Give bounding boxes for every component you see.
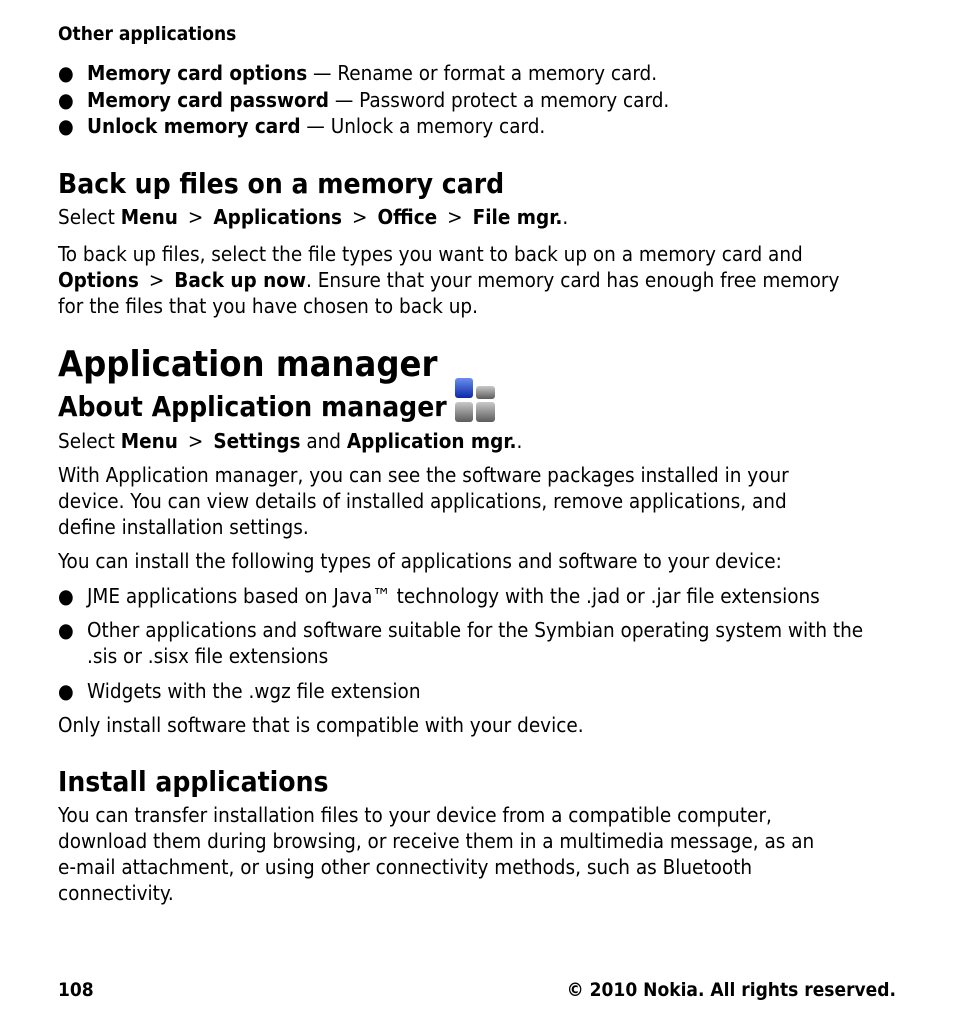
path-menu: Menu <box>120 429 178 453</box>
path-menu: Menu <box>120 205 178 229</box>
backup-para-text: . Ensure that your memory card has enough free memory <box>305 268 840 292</box>
list-item <box>58 617 898 669</box>
section-heading-backup: Back up files on a memory card <box>58 167 505 200</box>
compatibility-note: Only install software that is compatible with your device. <box>58 713 584 737</box>
list-item-text: Other applications and software suitable for the Symbian operating system with the .sis or .sisx file extensions <box>87 618 864 668</box>
and-word: and <box>306 429 342 453</box>
paragraph-line: With Application manager, you can see the software packages installed in your <box>58 463 789 487</box>
bullet-icon: ● <box>58 618 74 642</box>
section-heading-install: Install applications <box>58 765 329 798</box>
path-applications: Applications <box>213 205 342 229</box>
backup-para-line <box>58 267 898 293</box>
list-item-desc: — Rename or format a memory card. <box>307 61 658 85</box>
select-word: Select <box>58 429 115 453</box>
chapter-title: Application manager <box>58 344 438 385</box>
path-sep: > <box>187 429 204 453</box>
list-item <box>58 60 898 86</box>
bullet-icon: ● <box>58 88 74 112</box>
bullet-icon: ● <box>58 584 74 608</box>
backup-para-line: for the files that you have chosen to back up. <box>58 294 478 318</box>
path-office: Office <box>377 205 438 229</box>
back-up-now-label: Back up now <box>174 268 306 292</box>
running-head: Other applications <box>58 23 237 45</box>
list-item-desc: — Password protect a memory card. <box>329 88 670 112</box>
list-item-text: Widgets with the .wgz file extension <box>87 679 421 703</box>
list-item-text: JME applications based on Java™ technology with the .jad or .jar file extensions <box>87 584 820 608</box>
paragraph-line: You can transfer installation files to your device from a compatible computer, <box>58 803 772 827</box>
paragraph-line: device. You can view details of installed applications, remove applications, and <box>58 489 787 513</box>
path-sep: > <box>148 268 165 292</box>
backup-para-line: To back up files, select the file types you want to back up on a memory card and <box>58 242 803 266</box>
options-label: Options <box>58 268 139 292</box>
list-item <box>58 583 898 609</box>
path-file-mgr: File mgr. <box>472 205 563 229</box>
list-item <box>58 87 898 113</box>
bullet-icon: ● <box>58 61 74 85</box>
application-manager-icon <box>454 378 496 424</box>
backup-menu-path: Select Menu > Applications > Office > File mgr.. <box>58 205 569 229</box>
paragraph-line: e-mail attachment, or using other connectivity methods, such as Bluetooth <box>58 855 753 879</box>
bullet-icon: ● <box>58 114 74 138</box>
copyright: © 2010 Nokia. All rights reserved. <box>566 979 896 1001</box>
list-item-term: Unlock memory card <box>87 114 301 138</box>
app-manager-paragraph <box>58 462 898 540</box>
paragraph-line: connectivity. <box>58 881 174 905</box>
list-item <box>58 113 898 139</box>
path-sep: > <box>351 205 368 229</box>
bullet-icon: ● <box>58 679 74 703</box>
path-sep: > <box>187 205 204 229</box>
path-settings: Settings <box>213 429 301 453</box>
paragraph-line: download them during browsing, or receive them in a multimedia message, as an <box>58 829 815 853</box>
install-paragraph <box>58 802 898 906</box>
path-sep: > <box>447 205 463 229</box>
section-heading-about: About Application manager <box>58 390 447 423</box>
list-item-term: Memory card options <box>87 61 308 85</box>
install-types-intro: You can install the following types of applications and software to your device: <box>58 549 782 573</box>
select-word: Select <box>58 205 115 229</box>
list-item-term: Memory card password <box>87 88 330 112</box>
path-app-mgr: Application mgr. <box>346 429 517 453</box>
list-item <box>58 678 898 704</box>
app-manager-menu-path: Select Menu > Settings and Application mgr.. <box>58 429 523 453</box>
page-number: 108 <box>58 979 94 1001</box>
list-item-desc: — Unlock a memory card. <box>300 114 546 138</box>
paragraph-line: define installation settings. <box>58 515 309 539</box>
backup-paragraph <box>58 241 898 319</box>
